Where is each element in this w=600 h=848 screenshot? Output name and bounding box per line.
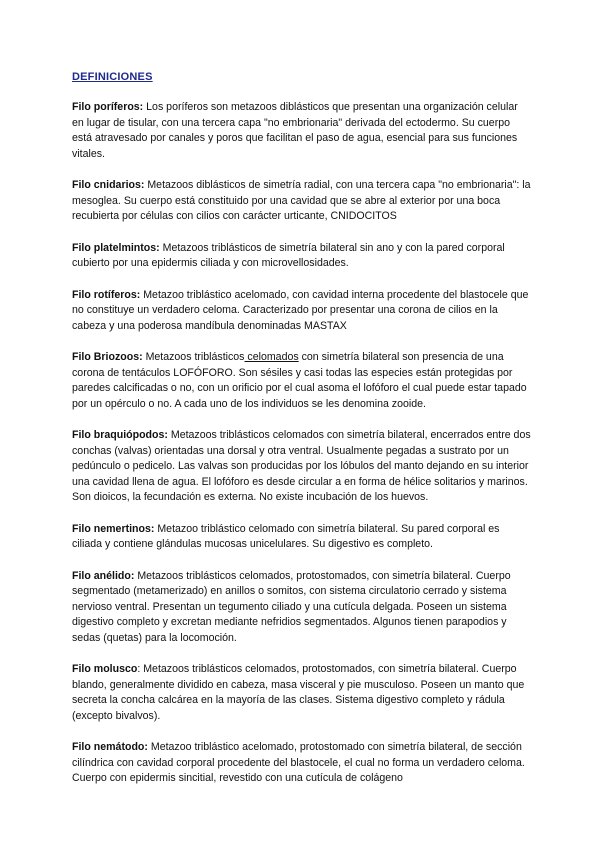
definition-text: Metazoo triblástico celomado con simetría bilateral. Su pared corporal es ciliada y contiene glándulas mucosas unicelulares. Su digestivo es completo. (72, 522, 500, 550)
definition-term: Filo platelmintos: (72, 241, 160, 254)
definition-rotifera (72, 288, 532, 335)
definition-term: Filo Briozoos: (72, 351, 143, 363)
definition-text: Metazoo triblástico acelomado, protostomado con simetría bilateral, de sección cilíndrica con cavidad corporal procedente del blastocele, el cual no forma un verdadero celoma. Cuerpo con epidermis sincitial, revestido con una cutícula de colágeno (72, 741, 525, 784)
definition-term: Filo cnidarios: (72, 179, 145, 191)
definition-term: Filo poríferos: (72, 101, 144, 113)
definition-text-post: con simetría bilateral son presencia de una corona de tentáculos LOFÓFORO. Son sésiles y casi todas las especies están protegidas por paredes calcificadas o no, con un orificio por el cual asoma el lofóforo el cual puede estar tapado por un opérculo o no. A cada uno de los individuos se les denomina zooide. (72, 351, 527, 410)
definition-text: Metazoos triblásticos de simetría bilateral sin ano y con la pared corporal cubierto por una epidermis ciliada y con microvellosidades. (72, 241, 505, 269)
definition-text: Metazoos triblásticos celomados con simetría bilateral, encerrados entre dos conchas (valvas) orientadas una dorsal y otra ventral. Usualmente pegadas a sustrato por un pedúnculo o pedicelo. Las valvas son producidas por los lóbulos del manto dejando en su interior una cavidad llena de agua. El lofóforo es desde circular a en forma de hélice solitarios y marinos. Son dioicos, la fecundación es externa. No existe incubación de los huevos. (72, 429, 531, 503)
definition-term: Filo nemátodo: (72, 741, 148, 753)
definition-bryozoa (72, 350, 532, 412)
definition-term: Filo nemertinos: (72, 522, 155, 535)
definition-term: Filo rotíferos: (72, 288, 141, 301)
definition-platyhelminthes (72, 241, 532, 272)
definition-text-pre: Metazoos triblásticos (142, 351, 245, 363)
definition-nematoda (72, 740, 532, 787)
definition-text-underlined: celomados (244, 351, 299, 363)
definition-annelida (72, 569, 532, 647)
definition-brachiopoda (72, 428, 532, 506)
definition-text: Los poríferos son metazoos diblásticos que presentan una organización celular en lugar de tisular, con una tercera capa "no embrionaria" derivada del ectodermo. Su cuerpo está atravesado por canales y poros que facilitan el paso de agua, esencial para sus funciones vitales. (72, 101, 518, 160)
definition-nemertea (72, 522, 532, 553)
definition-text: Metazoos triblásticos celomados, protostomados, con simetría bilateral. Cuerpo segmentado (metamerizado) en anillos o somitos, con sistema circulatorio cerrado y sistema nervioso ventral. Presentan un tegumento ciliado y una cutícula delgada. Poseen un sistema digestivo completo y excretan mediante nefridios segmentados. Algunos tienen parapodios y sedas (quetas) para la locomoción. (72, 569, 511, 644)
definition-term: Filo braquiópodos: (72, 429, 168, 441)
definition-porifera (72, 100, 532, 162)
definition-text: Metazoo triblástico acelomado, con cavidad interna procedente del blastocele que no constituye un verdadero celoma. Caracterizado por presentar una corona de cilios en la cabeza y una poderosa mandíbula denominadas MASTAX (72, 288, 529, 332)
definition-term: Filo anélido: (72, 569, 135, 582)
definitions-list (72, 100, 532, 803)
definition-text: : Metazoos triblásticos celomados, protostomados, con simetría bilateral. Cuerpo blando, generalmente dividido en cabeza, masa visceral y pie musculoso. Poseen un manto que secreta la concha calcárea en la mayoría de las clases. Sistema digestivo completo y rádula (excepto bivalvos). (72, 663, 525, 722)
definition-text: Metazoos diblásticos de simetría radial, con una tercera capa "no embrionaria": la mesoglea. Su cuerpo está constituido por una cavidad que se abre al exterior por una boca recubierta por células con cilios con carácter urticante, CNIDOCITOS (72, 179, 531, 222)
definition-mollusca (72, 662, 532, 724)
definition-term: Filo molusco (72, 663, 138, 675)
definition-cnidaria (72, 178, 532, 225)
page-title: DEFINICIONES (72, 71, 153, 83)
